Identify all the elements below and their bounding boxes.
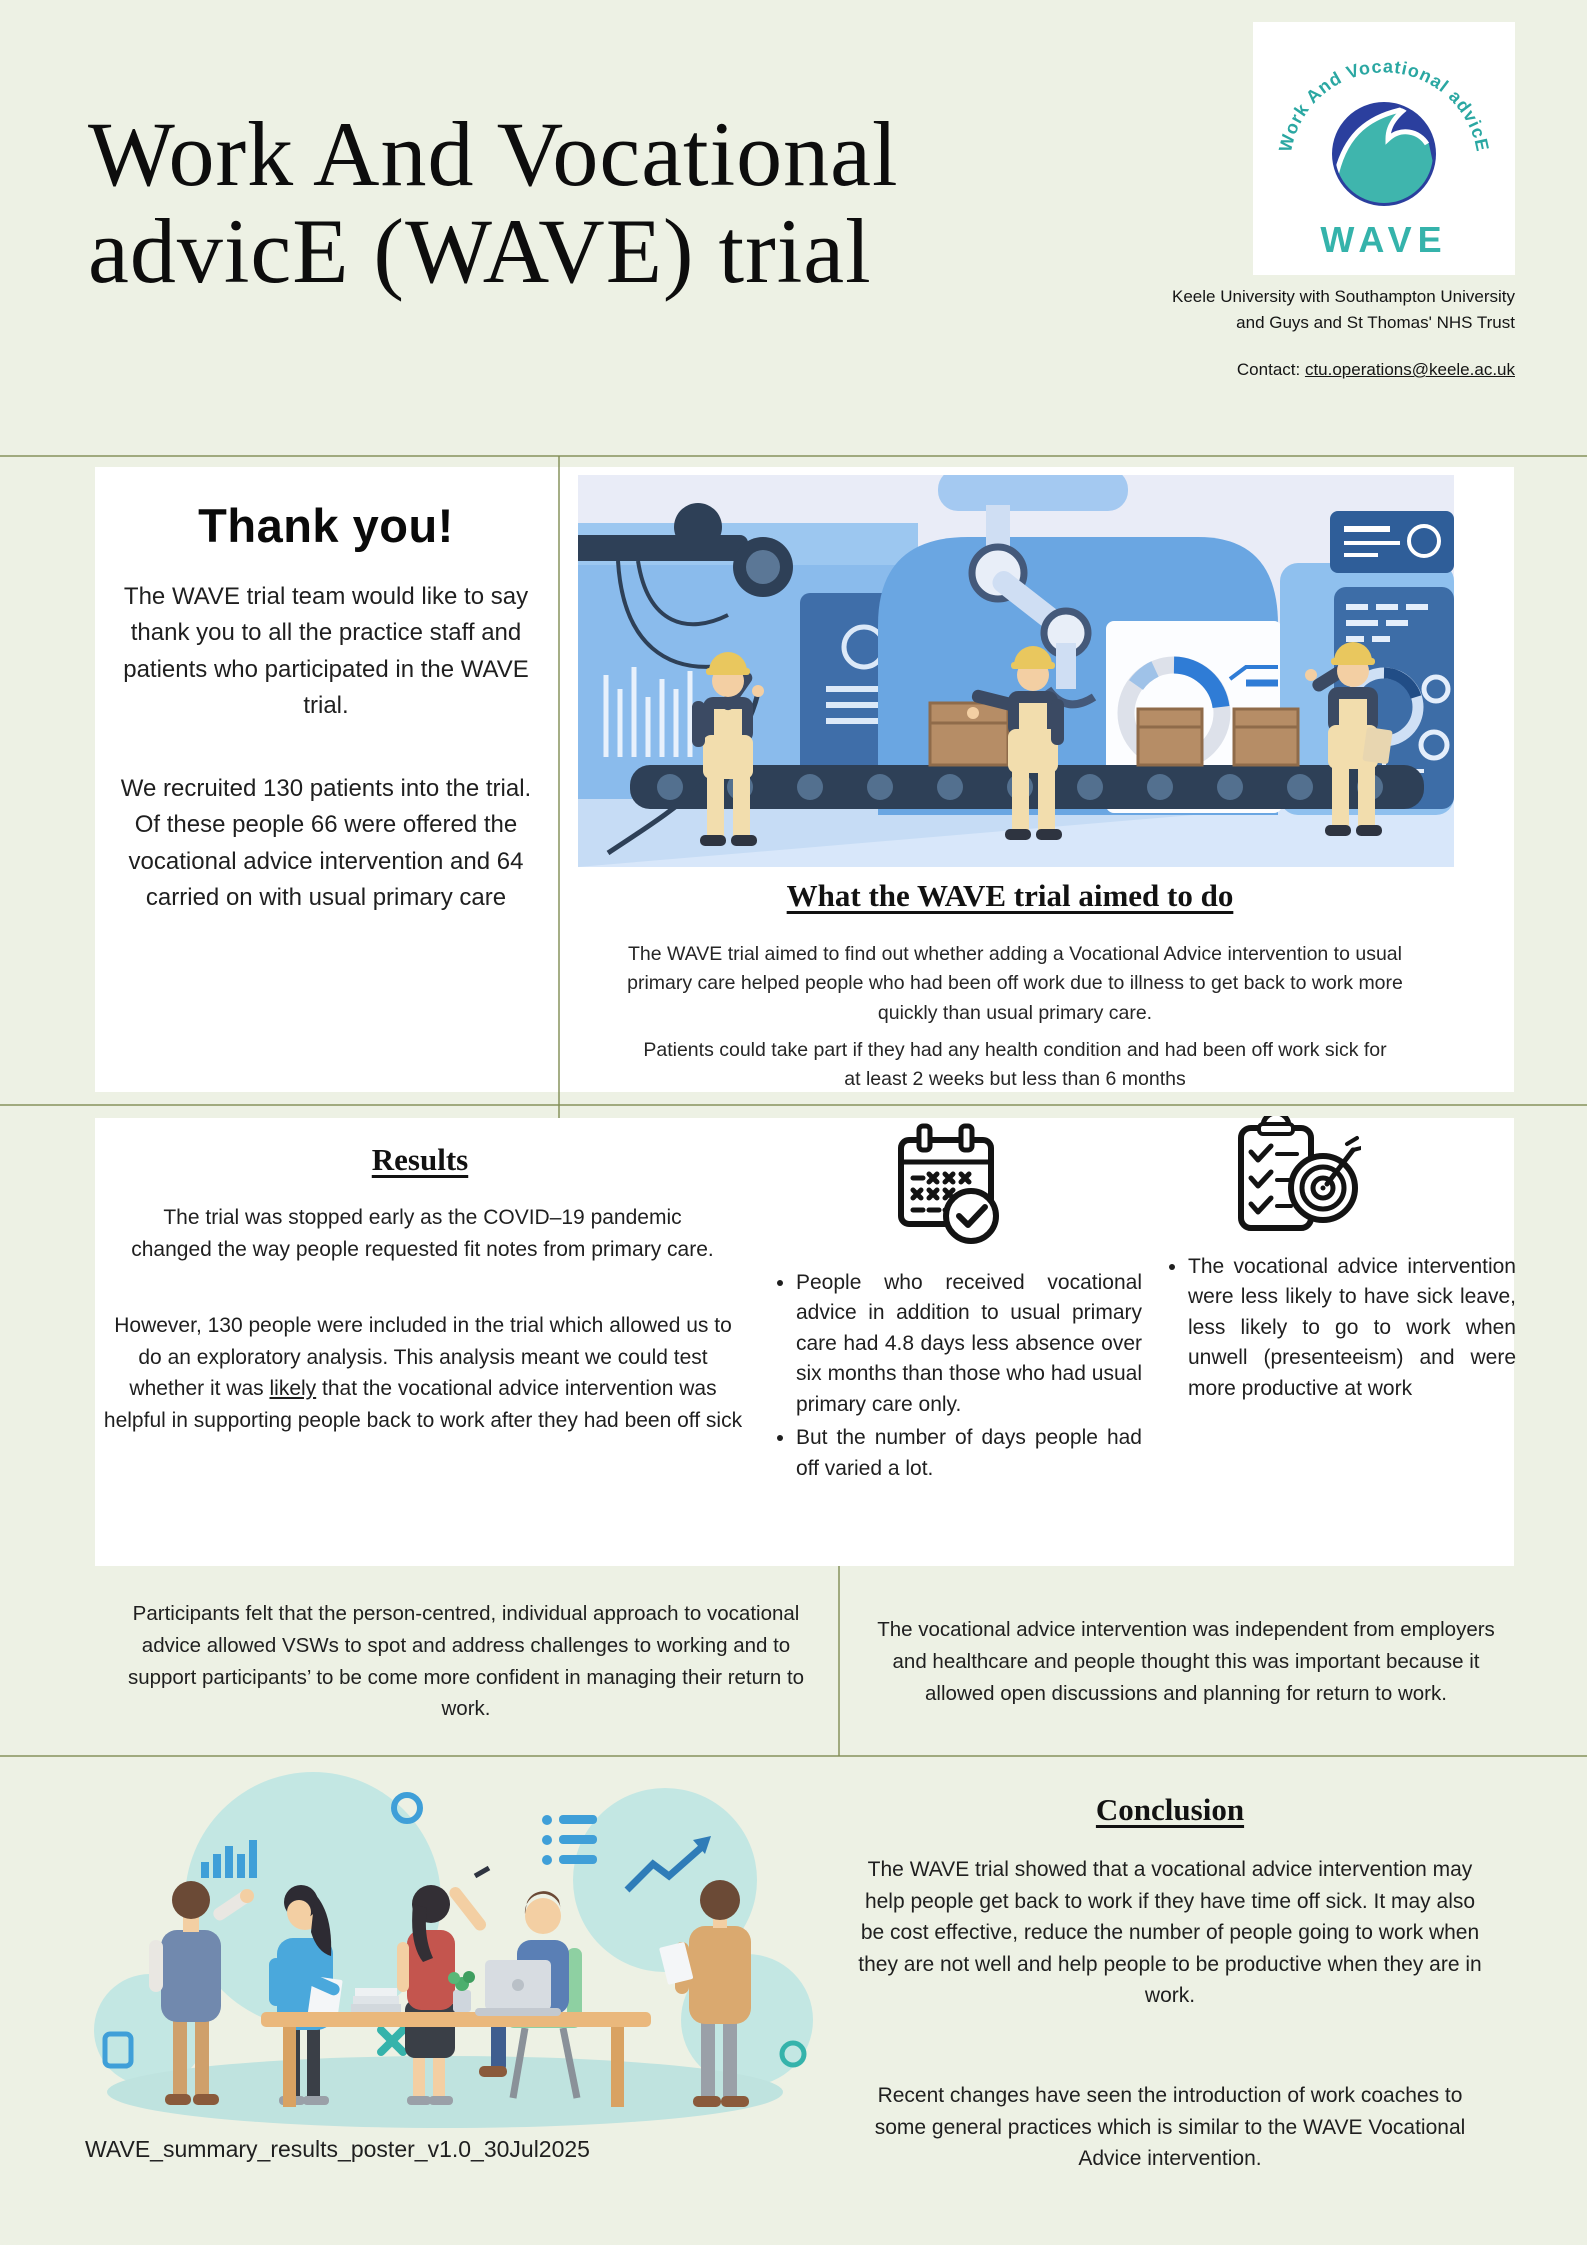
affiliation-line1: Keele University with Southampton University xyxy=(1172,287,1515,306)
wave-logo-icon xyxy=(1253,22,1515,275)
affiliation xyxy=(1172,284,1515,335)
page-title-line2: advicE (WAVE) trial xyxy=(88,199,872,302)
clipboard-target-icon xyxy=(1235,1116,1361,1234)
bullet-item: • People who received vocational advice in addition to usual primary care had 4.8 days less absence over six months than those who had usual primary care only. xyxy=(796,1268,1142,1420)
thank-you-paragraph-1: The WAVE trial team would like to say thank you to all the practice staff and patients who participated in the WAVE trial. xyxy=(123,583,529,720)
page-title xyxy=(88,103,899,302)
contact-email-link[interactable]: ctu.operations@keele.ac.uk xyxy=(1304,360,1515,379)
team-meeting-illustration xyxy=(55,1762,825,2132)
divider-vertical-top xyxy=(558,456,560,1118)
aims-heading: What the WAVE trial aimed to do xyxy=(786,878,1234,913)
footer-filename: WAVE_summary_results_poster_v1.0_30Jul2025 xyxy=(85,2136,590,2162)
affiliation-line2: and Guys and St Thomas' NHS Trust xyxy=(1236,312,1515,332)
contact-line xyxy=(1237,360,1515,380)
divider-vertical-quotes xyxy=(838,1566,840,1756)
divider-mid xyxy=(0,1104,1587,1106)
results-right-bullets xyxy=(1164,1252,1516,1407)
factory-illustration xyxy=(578,475,1454,867)
results-paragraph-2 xyxy=(103,1310,743,1436)
aims-paragraph-1: The WAVE trial aimed to find out whether adding a Vocational Advice intervention to usual primary care helped people who had been off work due to illness to get back to work more quickly than usual primary care. xyxy=(627,943,1403,1024)
logo-wordmark: WAVE xyxy=(1320,219,1448,260)
results-paragraph-2-before: However, 130 people were included in the trial which allowed us to do an exploratory analysis. This analysis meant we could test whether it was xyxy=(114,1314,732,1400)
bullet-item: • The vocational advice intervention were less likely to have sick leave, less likely to go to work when unwell (presenteeism) and were more productive at work xyxy=(1188,1252,1516,1404)
page-title-line1: Work And Vocational xyxy=(88,103,899,205)
results-underlined-word: likely xyxy=(269,1377,317,1400)
factory-illustration-image xyxy=(578,475,1454,867)
independence-quote: The vocational advice intervention was independent from employers and healthcare and people thought this was important because it allowed open discussions and planning for return to work. xyxy=(877,1618,1495,1705)
thank-you-heading: Thank you! xyxy=(198,499,454,552)
results-paragraph-1: The trial was stopped early as the COVID–19 pandemic changed the way people requested fit notes from primary care. xyxy=(131,1206,714,1261)
thank-you-paragraph-2: We recruited 130 patients into the trial. Of these people 66 were offered the vocational advice intervention and 64 carried on with usual primary care xyxy=(120,774,532,912)
contact-label: Contact: xyxy=(1236,360,1301,379)
conclusion-heading: Conclusion xyxy=(1095,1792,1245,1827)
conclusion-paragraph-2: Recent changes have seen the introduction of work coaches to some general practices which is similar to the WAVE Vocational Advice intervention. xyxy=(874,2084,1466,2170)
thank-you-section xyxy=(106,498,546,917)
logo-arc-text: Work And Vocational advicE xyxy=(1275,56,1493,154)
team-meeting-illustration-image xyxy=(55,1762,825,2132)
results-paragraph-2-after: that the vocational advice intervention was helpful in supporting people back to work after they had been off sick xyxy=(103,1377,743,1432)
results-heading: Results xyxy=(371,1142,469,1177)
checklist-icon xyxy=(542,1815,597,1865)
results-middle-bullets xyxy=(772,1268,1142,1487)
bullet-item: • But the number of days people had off varied a lot. xyxy=(796,1423,1142,1484)
calendar-absence-check-icon xyxy=(893,1120,1005,1256)
conclusion-paragraph-1: The WAVE trial showed that a vocational advice intervention may help people get back to work if they have time off sick. It may also be cost effective, reduce the number of people going to work when they are not well and help people to be productive when they are in work. xyxy=(858,1858,1482,2007)
divider-bottom xyxy=(0,1755,1587,1757)
x-doodle-icon xyxy=(381,2030,403,2052)
participants-quote: Participants felt that the person-centred, individual approach to vocational advice allowed VSWs to spot and address challenges to working and to support participants’ to be come more confident in managing their return to work. xyxy=(127,1602,805,1721)
wave-logo xyxy=(1253,22,1515,275)
divider-top xyxy=(0,455,1587,457)
aims-paragraph-2: Patients could take part if they had any health condition and had been off work sick for at least 2 weeks but less than 6 months xyxy=(643,1039,1387,1091)
